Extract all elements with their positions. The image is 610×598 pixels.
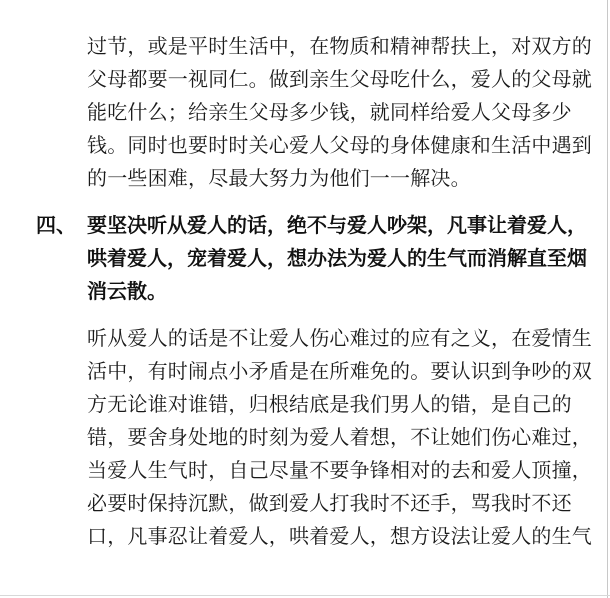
- paragraph-1-line: 的一些困难，尽最大努力为他们一一解决。: [87, 166, 471, 190]
- paragraph-2-line: 方无论谁对谁错，归根结底是我们男人的错，是自己的: [87, 392, 572, 416]
- section-heading-line: 要坚决听从爱人的话，绝不与爱人吵架，凡事让着爱人，: [87, 213, 587, 237]
- page-frame-bottom-border: [0, 595, 610, 596]
- paragraph-1-line: 钱。同时也要时时关心爱人父母的身体健康和生活中遇到: [87, 133, 592, 157]
- paragraph-2-line: 口，凡事忍让着爱人，哄着爱人，想方设法让爱人的生气: [87, 524, 592, 548]
- paragraph-1-line: 过节，或是平时生活中，在物质和精神帮扶上，对双方的: [87, 34, 592, 58]
- paragraph-2-line: 当爱人生气时，自己尽量不要争锋相对的去和爱人顶撞，: [87, 458, 592, 482]
- document-body: [0, 30, 600, 553]
- paragraph-2-line: 必要时保持沉默，做到爱人打我时不还手，骂我时不还: [87, 491, 572, 515]
- section-heading-4: [0, 209, 587, 308]
- section-heading-line: 哄着爱人，宠着爱人，想办法为爱人的生气而消解直至烟: [87, 246, 587, 270]
- section-number: 四、: [36, 213, 76, 237]
- paragraph-2: [0, 322, 592, 553]
- paragraph-2-line: 活中，有时闹点小矛盾是在所难免的。要认识到争吵的双: [87, 359, 592, 383]
- paragraph-1-line: 父母都要一视同仁。做到亲生父母吃什么，爱人的父母就: [87, 67, 592, 91]
- page-frame-right-border: [607, 0, 608, 598]
- paragraph-1: [0, 30, 592, 195]
- section-heading-line: 消云散。: [87, 279, 167, 303]
- paragraph-2-line: 错，要舍身处地的时刻为爱人着想，不让她们伤心难过，: [87, 425, 592, 449]
- paragraph-2-line: 听从爱人的话是不让爱人伤心难过的应有之义，在爱情生: [87, 326, 592, 350]
- paragraph-1-line: 能吃什么；给亲生父母多少钱，就同样给爱人父母多少: [87, 100, 572, 124]
